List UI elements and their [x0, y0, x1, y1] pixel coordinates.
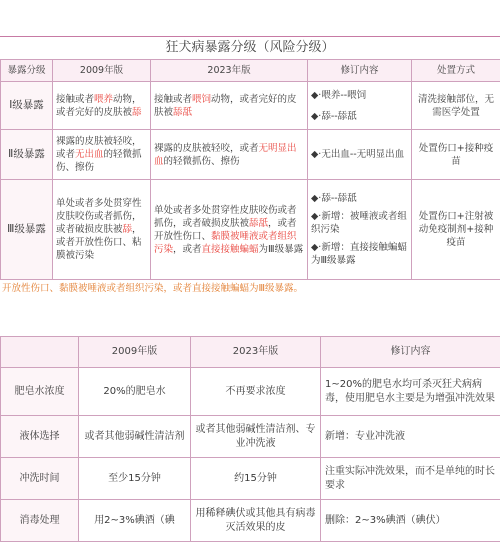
table1-header-row	[1, 60, 500, 82]
table-row	[1, 180, 500, 280]
v2023-cell: 或者其他弱碱性清洁剂、专业冲洗液	[191, 416, 321, 458]
col-header-level: 暴露分级	[1, 60, 53, 82]
handling-cell: 处置伤口+接种疫苗	[412, 130, 500, 180]
v2023-cell: 单处或者多处贯穿性皮肤咬伤或者抓伤，或者破损皮肤被舔舐，或者开放性伤口、黏膜被唾液或者组织污染，或者直接接触蝙蝠为Ⅲ级暴露	[151, 180, 308, 280]
level-cell: Ⅲ级暴露	[1, 180, 53, 280]
col-header-2009: 2009年版	[53, 60, 151, 82]
col-header-revision: 修订内容	[321, 337, 500, 368]
revision-cell: 删除：2~3%碘酒（碘伏）	[321, 500, 500, 542]
item-cell: 液体选择	[1, 416, 79, 458]
v2009-cell: 或者其他弱碱性清洁剂	[79, 416, 191, 458]
revision-cell: 新增：专业冲洗液	[321, 416, 500, 458]
revision-cell: ◆·喂养--喂饲 ◆·舔--舔舐	[308, 82, 412, 130]
v2009-cell: 至少15分钟	[79, 458, 191, 500]
table-row	[1, 368, 500, 416]
col-header-handling: 处置方式	[412, 60, 500, 82]
table-row	[1, 416, 500, 458]
item-cell: 肥皂水浓度	[1, 368, 79, 416]
handling-cell: 清洗接触部位，无需医学处置	[412, 82, 500, 130]
wound-care-table	[0, 336, 500, 542]
col-header-item	[1, 337, 79, 368]
v2023-cell: 约15分钟	[191, 458, 321, 500]
v2023-cell: 用稀释碘伏或其他具有病毒灭活效果的皮	[191, 500, 321, 542]
col-header-2023: 2023年版	[191, 337, 321, 368]
v2009-cell: 裸露的皮肤被轻咬，或者无出血的轻微抓伤、擦伤	[53, 130, 151, 180]
v2023-cell: 不再要求浓度	[191, 368, 321, 416]
exposure-grading-table	[0, 59, 500, 280]
table-row	[1, 500, 500, 542]
table-row	[1, 458, 500, 500]
item-cell: 冲洗时间	[1, 458, 79, 500]
revision-cell: ◆·无出血--无明显出血	[308, 130, 412, 180]
col-header-2009: 2009年版	[79, 337, 191, 368]
revision-cell: 1~20%的肥皂水均可杀灭狂犬病病毒，使用肥皂水主要是为增强冲洗效果	[321, 368, 500, 416]
handling-cell: 处置伤口+注射被动免疫制剂+接种疫苗	[412, 180, 500, 280]
item-cell: 消毒处理	[1, 500, 79, 542]
table-row	[1, 82, 500, 130]
revision-cell: 注重实际冲洗效果，而不是单纯的时长要求	[321, 458, 500, 500]
revision-cell: ◆·舔--舔舐 ◆·新增：被唾液或者组织污染 ◆·新增：直接接触蝙蝠为Ⅲ级暴露	[308, 180, 412, 280]
v2023-cell: 接触或者喂饲动物，或者完好的皮肤被舔舐	[151, 82, 308, 130]
col-header-revision: 修订内容	[308, 60, 412, 82]
col-header-2023: 2023年版	[151, 60, 308, 82]
grading-note: 开放性伤口、黏膜被唾液或者组织污染，或者直接接触蝙蝠为Ⅲ级暴露。	[2, 282, 498, 296]
level-cell: Ⅱ级暴露	[1, 130, 53, 180]
table1-title: 狂犬病暴露分级（风险分级）	[0, 36, 500, 60]
table-row	[1, 130, 500, 180]
v2009-cell: 20%的肥皂水	[79, 368, 191, 416]
table2-header-row	[1, 337, 500, 368]
v2009-cell: 用2~3%碘酒（碘	[79, 500, 191, 542]
v2009-cell: 单处或者多处贯穿性皮肤咬伤或者抓伤，或者破损皮肤被舔，或者开放性伤口、粘膜被污染	[53, 180, 151, 280]
level-cell: Ⅰ级暴露	[1, 82, 53, 130]
v2009-cell: 接触或者喂养动物，或者完好的皮肤被舔	[53, 82, 151, 130]
v2023-cell: 裸露的皮肤被轻咬，或者无明显出血的轻微抓伤、擦伤	[151, 130, 308, 180]
